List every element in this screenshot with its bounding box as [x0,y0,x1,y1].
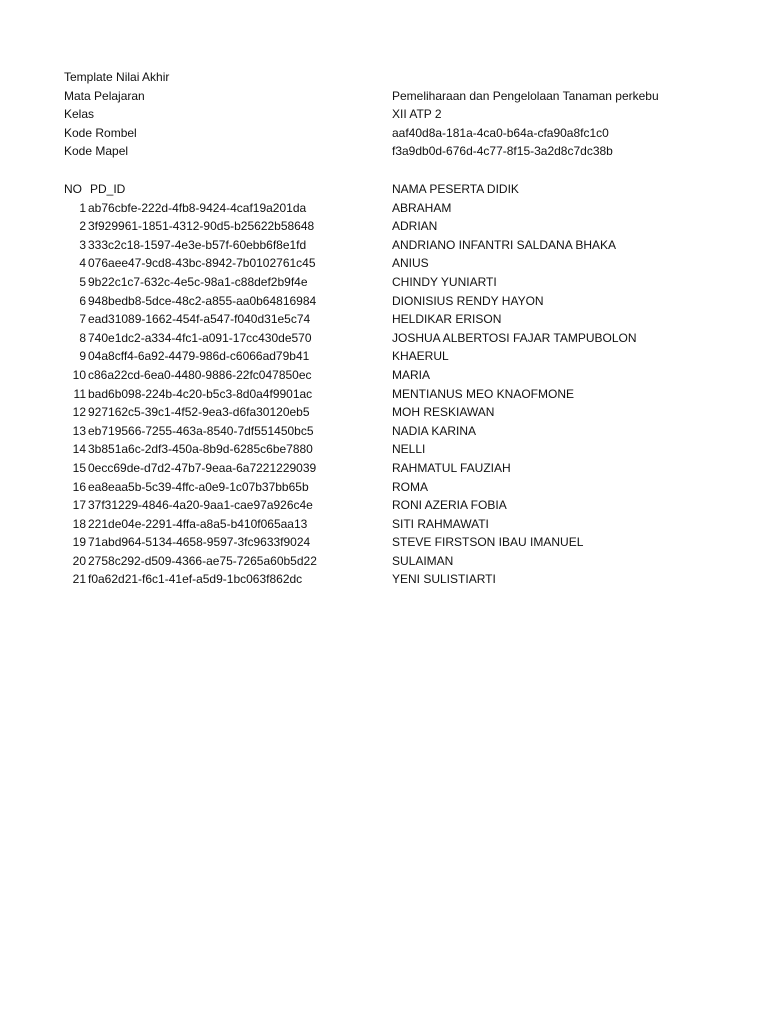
row-number: 21 [72,572,86,587]
row-student-name: KHAERUL [392,349,449,364]
row-pd-id: 948bedb8-5dce-48c2-a855-aa0b64816984 [88,293,317,308]
meta-row-kelas [64,105,704,124]
row-pd-id: c86a22cd-6ea0-4480-9886-22fc047850ec [88,367,312,382]
row-pd-id: ead31089-1662-454f-a547-f040d31e5c74 [88,312,311,327]
row-student-name: MOH RESKIAWAN [392,405,495,420]
table-row [64,533,704,552]
column-header-pd-id: PD_ID [90,182,126,196]
row-pd-id: 3b851a6c-2df3-450a-8b9d-6285c6be7880 [88,442,313,457]
row-student-name: CHINDY YUNIARTI [392,274,497,289]
row-student-name: ABRAHAM [392,200,452,215]
meta-label: Mata Pelajaran [64,88,145,103]
table-row [64,478,704,497]
row-pd-id: 3f929961-1851-4312-90d5-b25622b58648 [88,219,315,234]
table-row [64,385,704,404]
table-row [64,570,704,589]
row-pd-id: 221de04e-2291-4ffa-a8a5-b410f065aa13 [88,516,308,531]
meta-row-mata-pelajaran [64,87,704,106]
table-row [64,254,704,273]
row-student-name: HELDIKAR ERISON [392,312,502,327]
row-student-name: NADIA KARINA [392,423,477,438]
row-pd-id: 2758c292-d509-4366-ae75-7265a60b5d22 [88,553,317,568]
row-number: 15 [72,460,86,475]
row-number: 12 [72,405,86,420]
row-student-name: SITI RAHMAWATI [392,516,489,531]
meta-value: aaf40d8a-181a-4ca0-b64a-cfa90a8fc1c0 [392,125,609,140]
row-student-name: DIONISIUS RENDY HAYON [392,293,544,308]
table-row [64,236,704,255]
row-student-name: RONI AZERIA FOBIA [392,498,507,513]
row-pd-id: 0ecc69de-d7d2-47b7-9eaa-6a7221229039 [88,460,317,475]
row-pd-id: 076aee47-9cd8-43bc-8942-7b0102761c45 [88,256,316,271]
table-row [64,440,704,459]
row-student-name: ADRIAN [392,219,438,234]
meta-row-kode-mapel [64,142,704,161]
row-student-name: SULAIMAN [392,553,454,568]
row-number: 6 [79,293,86,308]
row-number: 5 [79,274,86,289]
row-pd-id: ea8eaa5b-5c39-4ffc-a0e9-1c07b37bb65b [88,479,309,494]
row-number: 17 [72,498,86,513]
table-row [64,273,704,292]
meta-value: Pemeliharaan dan Pengelolaan Tanaman perkebu [392,88,659,103]
row-number: 19 [72,535,86,550]
row-student-name: MENTIANUS MEO KNAOFMONE [392,386,575,401]
row-pd-id: 740e1dc2-a334-4fc1-a091-17cc430de570 [88,330,312,345]
row-pd-id: eb719566-7255-463a-8540-7df551450bc5 [88,423,314,438]
row-number: 10 [72,367,86,382]
row-student-name: RAHMATUL FAUZIAH [392,460,511,475]
row-student-name: ROMA [392,479,428,494]
row-number: 4 [79,256,86,271]
row-pd-id: f0a62d21-f6c1-41ef-a5d9-1bc063f862dc [88,572,303,587]
row-student-name: ANIUS [392,256,429,271]
row-number: 2 [79,219,86,234]
row-pd-id: 9b22c1c7-632c-4e5c-98a1-c88def2b9f4e [88,274,308,289]
row-pd-id: 71abd964-5134-4658-9597-3fc9633f9024 [88,535,311,550]
column-header-nama: NAMA PESERTA DIDIK [392,182,519,196]
row-number: 13 [72,423,86,438]
meta-value: f3a9db0d-676d-4c77-8f15-3a2d8c7dc38b [392,144,613,159]
row-number: 16 [72,479,86,494]
meta-label: Kode Rombel [64,125,137,140]
row-number: 7 [79,312,86,327]
table-header-row [64,180,704,199]
row-number: 3 [79,237,86,252]
table-row [64,292,704,311]
row-number: 14 [72,442,86,457]
row-student-name: STEVE FIRSTSON IBAU IMANUEL [392,535,584,550]
table-row [64,422,704,441]
column-header-no: NO [64,182,82,196]
table-row [64,515,704,534]
row-student-name: ANDRIANO INFANTRI SALDANA BHAKA [392,237,617,252]
table-row [64,496,704,515]
row-number: 8 [79,330,86,345]
table-row [64,199,704,218]
row-student-name: JOSHUA ALBERTOSI FAJAR TAMPUBOLON [392,330,637,345]
row-number: 18 [72,516,86,531]
table-row [64,403,704,422]
meta-value: XII ATP 2 [392,107,442,122]
table-row [64,310,704,329]
table-row [64,459,704,478]
table-row [64,329,704,348]
row-pd-id: 37f31229-4846-4a20-9aa1-cae97a926c4e [88,498,313,513]
table-row [64,347,704,366]
document-title: Template Nilai Akhir [64,70,170,84]
table-row [64,366,704,385]
table-row [64,552,704,571]
row-number: 20 [72,553,86,568]
row-student-name: MARIA [392,367,431,382]
row-student-name: NELLI [392,442,426,457]
table-row [64,217,704,236]
row-pd-id: 04a8cff4-6a92-4479-986d-c6066ad79b41 [88,349,310,364]
meta-row-kode-rombel [64,124,704,143]
row-student-name: YENI SULISTIARTI [392,572,496,587]
student-table [64,180,704,589]
meta-label: Kode Mapel [64,144,129,159]
row-pd-id: ab76cbfe-222d-4fb8-9424-4caf19a201da [88,200,307,215]
row-number: 1 [79,200,86,215]
row-number: 11 [73,386,86,401]
document-title-row [64,68,704,87]
row-pd-id: 927162c5-39c1-4f52-9ea3-d6fa30120eb5 [88,405,310,420]
row-pd-id: bad6b098-224b-4c20-b5c3-8d0a4f9901ac [88,386,313,401]
row-pd-id: 333c2c18-1597-4e3e-b57f-60ebb6f8e1fd [88,237,307,252]
row-number: 9 [79,349,86,364]
document-header [64,68,704,161]
meta-label: Kelas [64,107,95,122]
